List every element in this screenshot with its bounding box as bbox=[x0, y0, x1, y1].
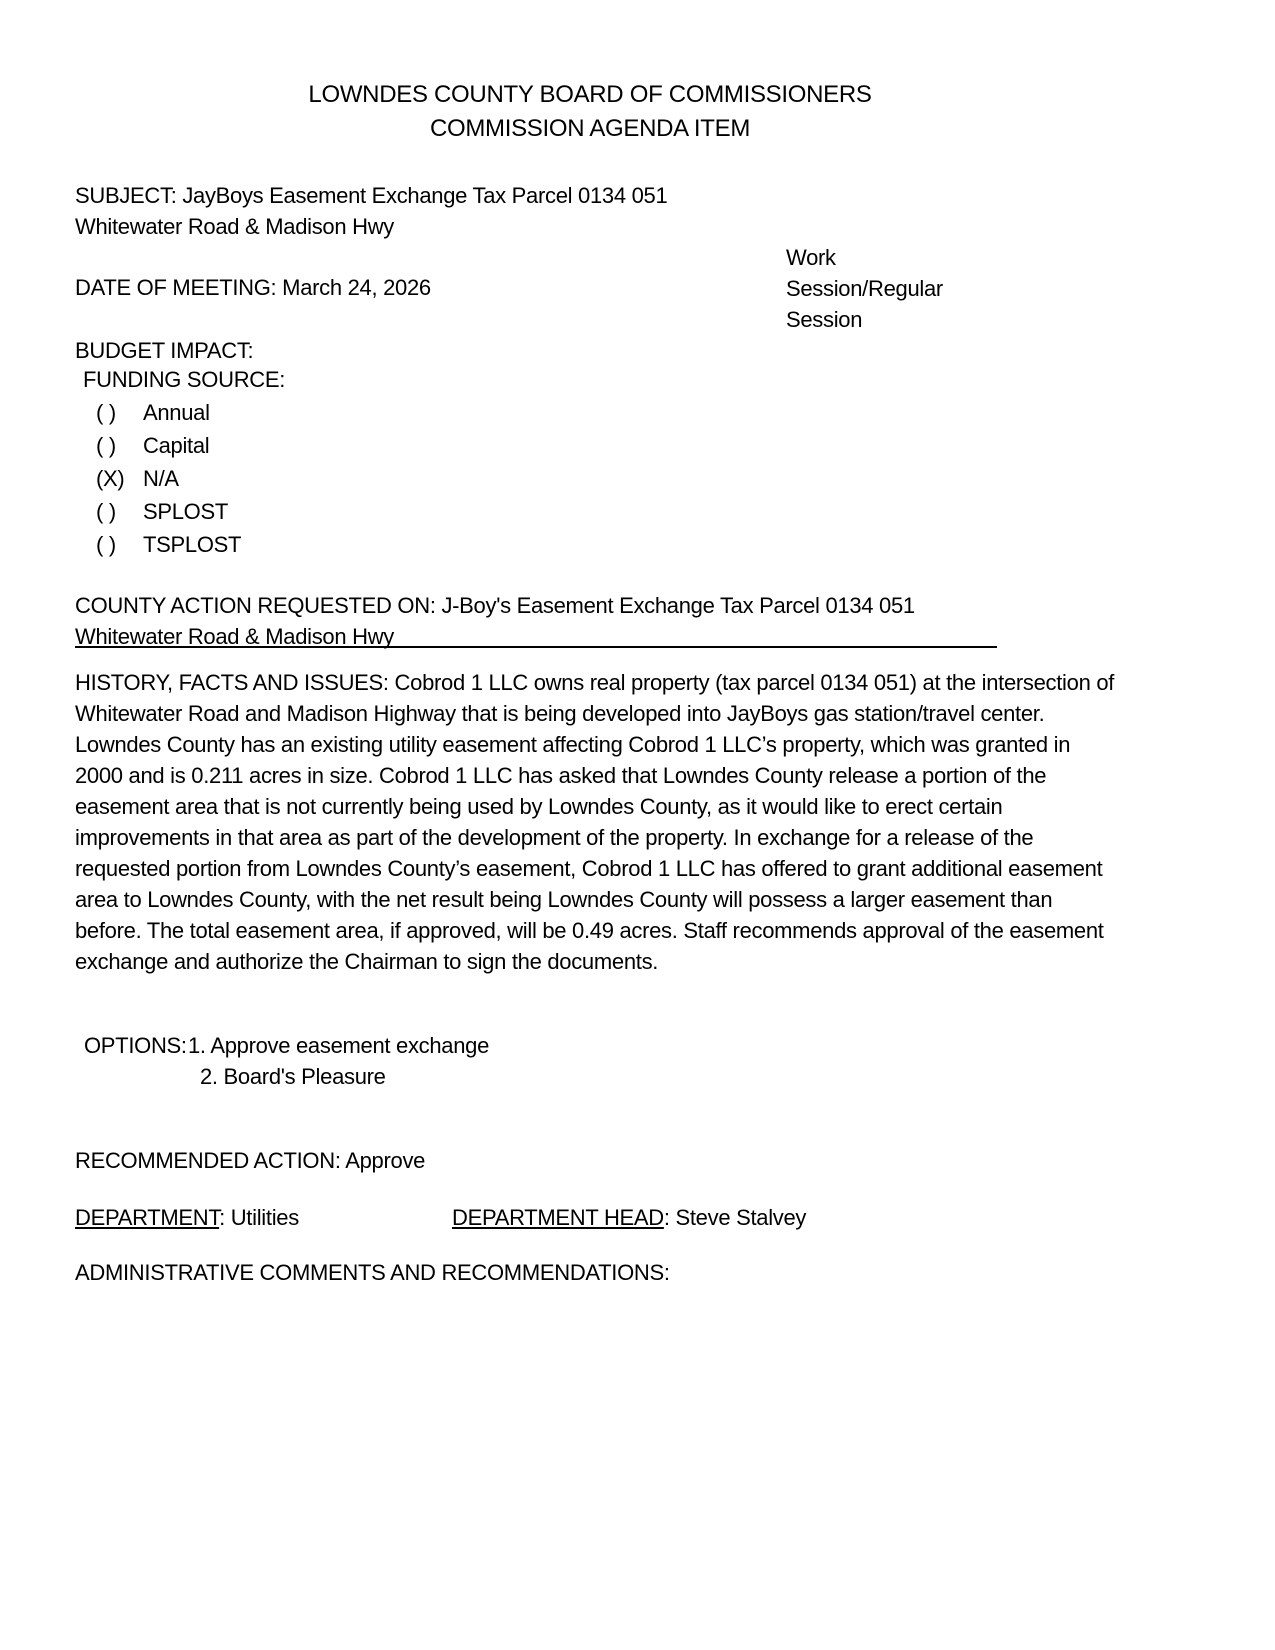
history-line: Lowndes County has an existing utility easement affecting Cobrod 1 LLC’s property, which was granted in bbox=[75, 732, 1071, 757]
history-line: before. The total easement area, if approved, will be 0.49 acres. Staff recommends approval of the easement bbox=[75, 918, 1104, 943]
administrative-comments-label: ADMINISTRATIVE COMMENTS AND RECOMMENDATIONS: bbox=[75, 1260, 670, 1285]
history-line: HISTORY, FACTS AND ISSUES: Cobrod 1 LLC owns real property (tax parcel 0134 051) at the intersection of bbox=[75, 670, 1115, 695]
history-line: area to Lowndes County, with the net result being Lowndes County will possess a larger easement than bbox=[75, 887, 1053, 912]
date-of-meeting: DATE OF MEETING: March 24, 2026 bbox=[75, 275, 431, 300]
county-action-line2: Whitewater Road & Madison Hwy bbox=[75, 624, 394, 649]
funding-option-splost-label: SPLOST bbox=[143, 499, 229, 524]
history-line: exchange and authorize the Chairman to sign the documents. bbox=[75, 949, 659, 974]
recommended-action: RECOMMENDED ACTION: Approve bbox=[75, 1148, 426, 1173]
document-title-line2: COMMISSION AGENDA ITEM bbox=[429, 115, 751, 142]
funding-option-capital bbox=[96, 430, 209, 461]
session-type-block bbox=[786, 242, 943, 335]
department-head-cell bbox=[452, 1202, 806, 1233]
department-cell bbox=[75, 1205, 299, 1230]
funding-option-tsplost bbox=[96, 529, 241, 560]
county-action-block bbox=[75, 590, 1055, 652]
funding-option-capital-label: Capital bbox=[143, 433, 210, 458]
history-line: requested portion from Lowndes County’s easement, Cobrod 1 LLC has offered to grant additional easement bbox=[75, 856, 1103, 881]
budget-impact-label: BUDGET IMPACT: bbox=[75, 338, 254, 363]
funding-option-splost bbox=[96, 496, 228, 527]
funding-option-na-label: N/A bbox=[143, 466, 179, 491]
county-action-line1: COUNTY ACTION REQUESTED ON: J-Boy's Easement Exchange Tax Parcel 0134 051 bbox=[75, 593, 915, 618]
subject-location-line: Whitewater Road & Madison Hwy bbox=[75, 214, 394, 239]
document-title-line1: LOWNDES COUNTY BOARD OF COMMISSIONERS bbox=[308, 81, 872, 108]
department-head-value: : Steve Stalvey bbox=[663, 1205, 807, 1230]
checkbox-mark-tsplost: ( ) bbox=[96, 532, 116, 557]
history-line: improvements in that area as part of the development of the property. In exchange for a release of the bbox=[75, 825, 1034, 850]
session-type-line2: Session/Regular bbox=[786, 276, 943, 301]
funding-source-label: FUNDING SOURCE: bbox=[83, 367, 286, 392]
checkbox-mark-capital: ( ) bbox=[96, 433, 116, 458]
options-item-1: 1. Approve easement exchange bbox=[188, 1033, 490, 1058]
checkbox-mark-splost: ( ) bbox=[96, 499, 116, 524]
funding-option-annual bbox=[96, 397, 210, 428]
history-facts-issues bbox=[75, 667, 1215, 977]
history-line: 2000 and is 0.211 acres in size. Cobrod 1 LLC has asked that Lowndes County release a portion of the bbox=[75, 763, 1047, 788]
session-type-line1: Work bbox=[786, 245, 836, 270]
options-label: OPTIONS: bbox=[84, 1033, 187, 1058]
horizontal-rule bbox=[75, 646, 997, 648]
department-row bbox=[75, 1202, 1175, 1233]
options-item-2: 2. Board's Pleasure bbox=[200, 1064, 386, 1089]
department-head-label: DEPARTMENT HEAD bbox=[452, 1205, 664, 1230]
document-title bbox=[75, 78, 1105, 146]
funding-option-tsplost-label: TSPLOST bbox=[143, 532, 242, 557]
checkbox-mark-annual: ( ) bbox=[96, 400, 116, 425]
department-value: : Utilities bbox=[219, 1205, 299, 1230]
history-line: easement area that is not currently being used by Lowndes County, as it would like to erect certain bbox=[75, 794, 1003, 819]
funding-option-annual-label: Annual bbox=[143, 400, 210, 425]
history-line: Whitewater Road and Madison Highway that is being developed into JayBoys gas station/travel center. bbox=[75, 701, 1045, 726]
subject-line: SUBJECT: JayBoys Easement Exchange Tax Parcel 0134 051 bbox=[75, 183, 668, 208]
funding-option-na bbox=[96, 463, 179, 494]
subject-block bbox=[75, 180, 775, 242]
department-label: DEPARTMENT bbox=[75, 1205, 220, 1230]
session-type-line3: Session bbox=[786, 307, 863, 332]
checkbox-mark-na-checked: (X) bbox=[96, 466, 125, 491]
